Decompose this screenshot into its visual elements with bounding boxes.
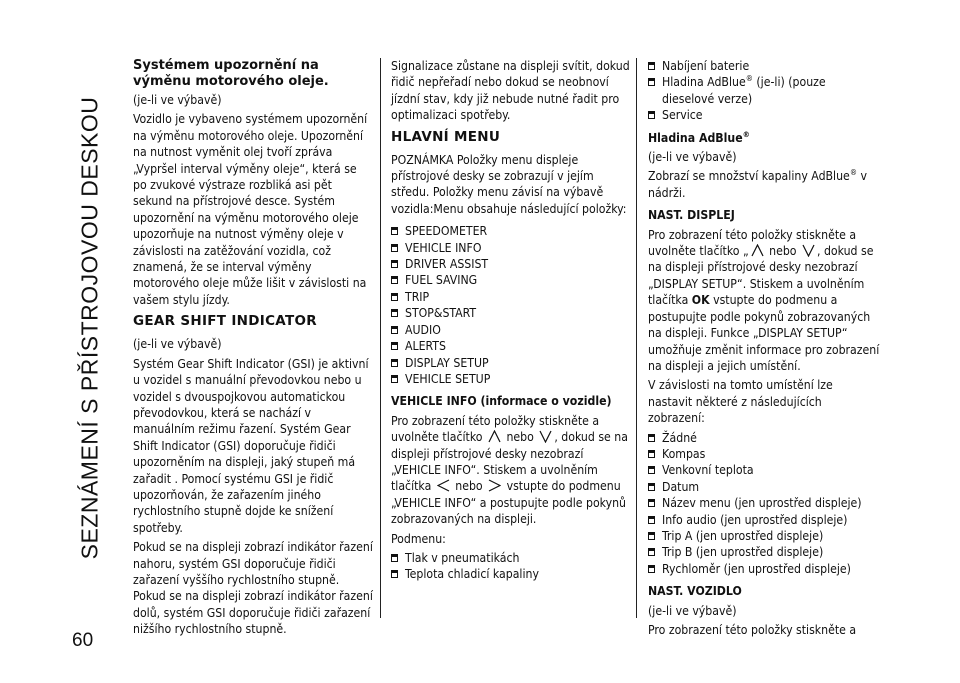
bullet-icon: [391, 375, 398, 383]
bullet-icon: [648, 499, 655, 507]
list-item: Rychloměr (jen uprostřed displeje): [648, 561, 880, 577]
availability-note: (je-li ve výbavě): [648, 603, 737, 618]
list-item: VEHICLE INFO: [391, 240, 633, 256]
bullet-icon: [648, 62, 655, 70]
paragraph: V závislosti na tomto umístění lze nastavit některé z následujících zobrazení:: [648, 378, 833, 426]
availability-note: (je-li ve výbavě): [133, 93, 222, 107]
section-title: Systémem upozornění na výměnu motorového oleje.: [133, 58, 329, 89]
list-item: Hladina AdBlue® (je-li) (pouze dieselové verze): [648, 74, 880, 107]
list-item: Info audio (jen uprostřed displeje): [648, 512, 880, 528]
submenu-list: [648, 58, 880, 124]
column-2: [391, 58, 633, 587]
chapter-title: SEZNÁMENÍ S PŘÍSTROJOVOU DESKOU: [76, 96, 103, 559]
bullet-icon: [391, 342, 398, 350]
column-3: [648, 58, 880, 641]
list-item: Název menu (jen uprostřed displeje): [648, 495, 880, 511]
ok-button-label: OK: [691, 293, 710, 308]
paragraph: POZNÁMKA Položky menu displeje přístrojové desky se zobrazují v jejím středu. Položky menu závisí na výbavě vozidla:Menu obsahuje následující položky:: [391, 152, 627, 216]
arrow-right-icon: [488, 479, 501, 492]
paragraph: Vozidlo je vybaveno systémem upozornění na výměnu motorového oleje. Upozornění na nutnost vyměnit olej tvoří zpráva „Vypršel interval výměny oleje“, která se po zvukové výstraze rozbliká asi pět sekund na přístrojové desce. Systém upozornění na výměnu motorového oleje upozorňuje na nutnost výměny oleje v závislosti na zatěžování vozidla, což znamená, že se interval výměny motorového oleje může lišit v závislosti na vašem stylu jízdy.: [133, 112, 368, 307]
list-item: Žádné: [648, 430, 880, 446]
arrow-up-icon: [488, 430, 501, 443]
paragraph: Zobrazí se množství kapaliny AdBlue® v nádrži.: [648, 168, 867, 200]
bullet-icon: [391, 293, 398, 301]
bullet-icon: [391, 227, 398, 235]
list-item: Nabíjení baterie: [648, 58, 880, 74]
bullet-icon: [648, 434, 655, 442]
page-number: 60: [72, 630, 94, 651]
list-item: Trip A (jen uprostřed displeje): [648, 528, 880, 544]
display-options-list: [648, 430, 880, 578]
list-item: ALERTS: [391, 338, 633, 354]
arrow-up-icon: [751, 244, 764, 257]
subsection-title: NAST. VOZIDLO: [648, 584, 742, 599]
bullet-icon: [648, 548, 655, 556]
bullet-icon: [391, 309, 398, 317]
list-item: Trip B (jen uprostřed displeje): [648, 544, 880, 560]
bullet-icon: [391, 359, 398, 367]
bullet-icon: [648, 532, 655, 540]
bullet-icon: [391, 276, 398, 284]
bullet-icon: [391, 570, 398, 578]
section-title: HLAVNÍ MENU: [391, 128, 501, 145]
menu-list: [391, 223, 633, 387]
list-item: Venkovní teplota: [648, 462, 880, 478]
list-item: Service: [648, 107, 880, 123]
list-item: DISPLAY SETUP: [391, 355, 633, 371]
subsection-title: Hladina AdBlue®: [648, 129, 750, 145]
list-item: Kompas: [648, 446, 880, 462]
subsection-title: VEHICLE INFO (informace o vozidle): [391, 394, 612, 409]
bullet-icon: [648, 78, 655, 86]
arrow-down-icon: [539, 430, 552, 443]
submenu-list: [391, 550, 633, 583]
list-item: Datum: [648, 479, 880, 495]
arrow-left-icon: [437, 479, 450, 492]
list-item: VEHICLE SETUP: [391, 371, 633, 387]
list-item: Teplota chladicí kapaliny: [391, 566, 633, 582]
paragraph: Pro zobrazení této položky stiskněte a uvolněte tlačítko nebo , dokud se na displeji přístrojové desky nezobrazí „VEHICLE INFO“. Stiskem a uvolněním tlačítka nebo vstupte do podmenu „VEHICLE INFO“ a postupujte podle pokynů zobrazovaných na displeji.: [391, 413, 628, 527]
list-item: FUEL SAVING: [391, 272, 633, 288]
chapter-sidebar: [70, 40, 110, 615]
bullet-icon: [391, 554, 398, 562]
column-divider: [636, 58, 637, 618]
paragraph: Pokud se na displeji zobrazí indikátor řazení nahoru, systém GSI doporučuje řidiči zařazení vyššího rychlostního stupně. Pokud se na displeji zobrazí indikátor řazení dolů, systém GSI doporučuje řidiči zařazení nižšího rychlostního stupně.: [133, 540, 373, 637]
bullet-icon: [648, 111, 655, 119]
column-divider: [380, 58, 381, 618]
list-item: STOP&START: [391, 305, 633, 321]
bullet-icon: [648, 450, 655, 458]
list-item: AUDIO: [391, 322, 633, 338]
paragraph: Systém Gear Shift Indicator (GSI) je aktivní u vozidel s manuální převodovkou nebo u vozidel s dvouspojkovou automatickou převodovkou, která se nachází v manuálním režimu řazení. Systém Gear Shift Indicator (GSI) doporučuje řidiči upozorněním na displeji, jaký stupeň má zařadit . Pomocí systému GSI je řidič upozorňován, že zařazením jiného rychlostního stupně dojde ke snížení spotřeby.: [133, 356, 369, 535]
bullet-icon: [648, 516, 655, 524]
podmenu-label: Podmenu:: [391, 531, 446, 546]
list-item: Tlak v pneumatikách: [391, 550, 633, 566]
list-item: DRIVER ASSIST: [391, 256, 633, 272]
paragraph: Pro zobrazení této položky stiskněte a uvolněte tlačítko „ nebo , dokud se na displeji přístrojové desky nezobrazí „DISPLAY SETUP“. Stiskem a uvolněním tlačítka OK vstupte do podmenu a postupujte podle pokynů zobrazovaných na displeji. Funkce „DISPLAY SETUP“ umožňuje změnit informace pro zobrazení na displeji a jejich umístění.: [648, 227, 880, 373]
bullet-icon: [391, 244, 398, 252]
bullet-icon: [648, 565, 655, 573]
bullet-icon: [648, 466, 655, 474]
availability-note: (je-li ve výbavě): [133, 337, 222, 352]
section-title: GEAR SHIFT INDICATOR: [133, 313, 317, 330]
bullet-icon: [391, 326, 398, 334]
bullet-icon: [648, 483, 655, 491]
subsection-title: NAST. DISPLEJ: [648, 208, 735, 223]
list-item: TRIP: [391, 289, 633, 305]
list-item: SPEEDOMETER: [391, 223, 633, 239]
arrow-down-icon: [802, 244, 815, 257]
column-1: [133, 58, 373, 641]
bullet-icon: [391, 260, 398, 268]
paragraph: Pro zobrazení této položky stiskněte a: [648, 623, 857, 637]
availability-note: (je-li ve výbavě): [648, 150, 737, 165]
paragraph: Signalizace zůstane na displeji svítit, dokud řidič nepřeřadí nebo dokud se neobnoví jízdní stav, kdy již nebude nutné řadit pro optimalizaci spotřeby.: [391, 59, 630, 123]
